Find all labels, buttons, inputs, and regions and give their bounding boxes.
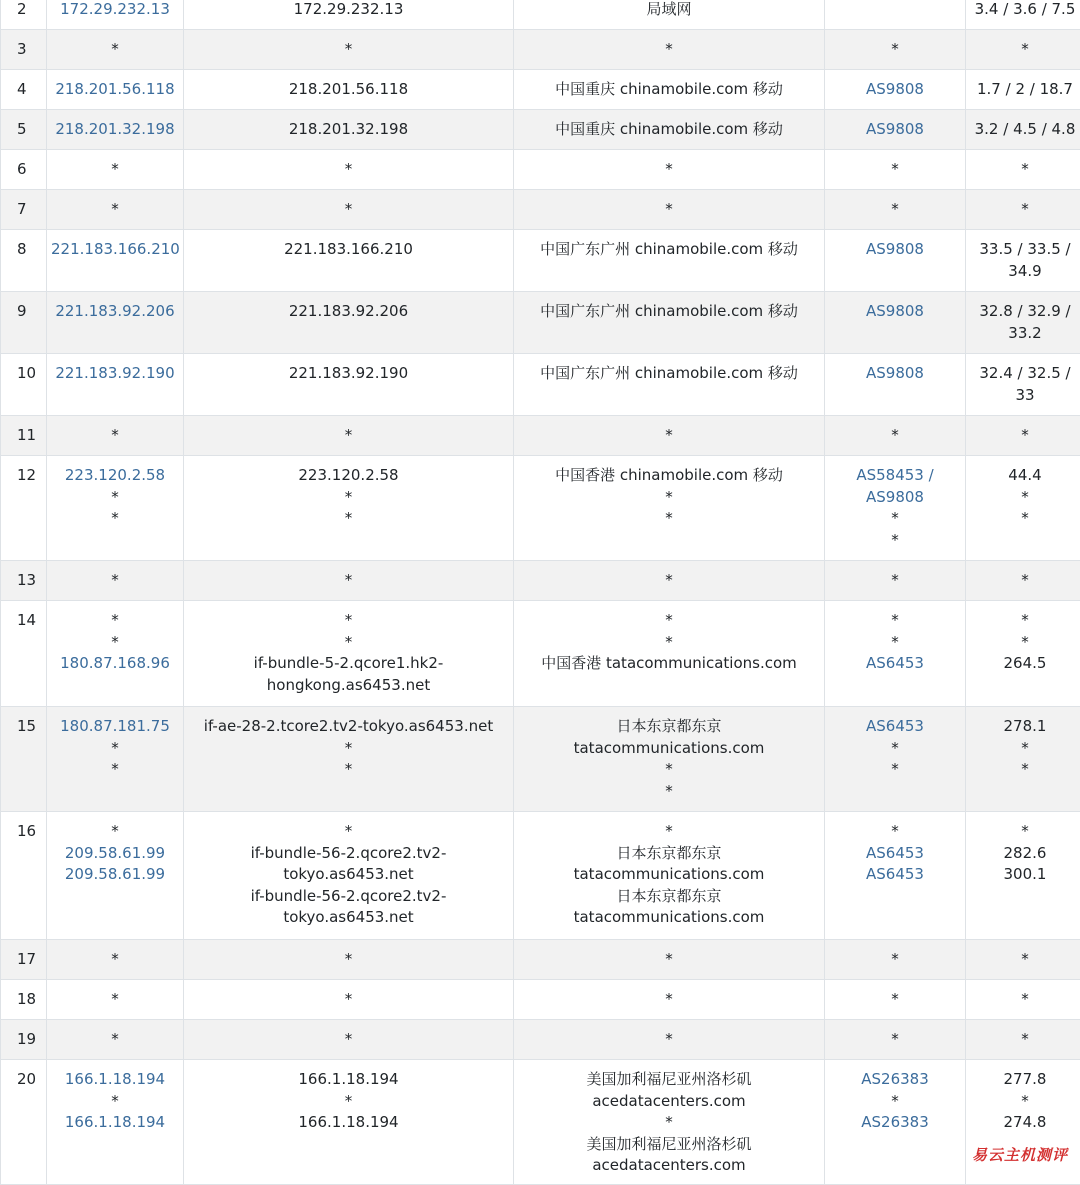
location-cell xyxy=(514,1020,825,1060)
hop-number: 3 xyxy=(1,30,47,70)
latency-cell xyxy=(966,561,1080,601)
hostname-cell xyxy=(184,30,514,70)
hostname-line: * xyxy=(188,821,509,843)
hop-number: 8 xyxy=(1,230,47,292)
hostname-line: * xyxy=(188,425,509,447)
ip-address[interactable]: 180.87.181.75 xyxy=(51,716,179,738)
hostname-line: 166.1.18.194 xyxy=(188,1069,509,1091)
asn-cell xyxy=(825,416,966,456)
latency-cell xyxy=(966,354,1080,416)
hostname-line: * xyxy=(188,738,509,760)
hostname-cell xyxy=(184,230,514,292)
asn-cell xyxy=(825,1060,966,1185)
hop-number: 6 xyxy=(1,150,47,190)
hop-number: 12 xyxy=(1,456,47,561)
asn-line: * xyxy=(829,508,961,530)
latency-cell xyxy=(966,230,1080,292)
table-row xyxy=(1,30,1080,70)
latency-line: * xyxy=(970,821,1080,843)
asn-cell xyxy=(825,940,966,980)
hostname-cell xyxy=(184,70,514,110)
asn-line[interactable]: AS9808 xyxy=(829,79,961,101)
ip-address: * xyxy=(51,570,179,592)
ip-address: * xyxy=(51,821,179,843)
latency-line: 1.7 / 2 / 18.7 xyxy=(970,79,1080,101)
latency-line: * xyxy=(970,759,1080,781)
ip-cell xyxy=(47,190,184,230)
table-row xyxy=(1,110,1080,150)
ip-address[interactable]: 221.183.166.210 xyxy=(51,239,179,261)
asn-line: * xyxy=(829,570,961,592)
ip-address: * xyxy=(51,487,179,509)
hostname-line: 221.183.166.210 xyxy=(188,239,509,261)
latency-line: * xyxy=(970,1029,1080,1051)
asn-cell xyxy=(825,601,966,707)
location-line: * xyxy=(518,610,820,632)
location-line: 中国广东广州 chinamobile.com 移动 xyxy=(518,239,820,261)
location-line: * xyxy=(518,487,820,509)
asn-cell xyxy=(825,980,966,1020)
latency-cell xyxy=(966,707,1080,812)
asn-cell xyxy=(825,150,966,190)
hostname-line: 172.29.232.13 xyxy=(188,0,509,21)
ip-address[interactable]: 180.87.168.96 xyxy=(51,653,179,675)
latency-line: 264.5 xyxy=(970,653,1080,675)
location-line: * xyxy=(518,425,820,447)
latency-line: * xyxy=(970,738,1080,760)
hostname-line: * xyxy=(188,949,509,971)
asn-line[interactable]: AS26383 xyxy=(829,1112,961,1134)
location-cell xyxy=(514,980,825,1020)
latency-cell xyxy=(966,0,1080,30)
asn-line: * xyxy=(829,821,961,843)
ip-address: * xyxy=(51,508,179,530)
location-line: * xyxy=(518,199,820,221)
hostname-line: * xyxy=(188,199,509,221)
hostname-line: if-bundle-56-2.qcore2.tv2- xyxy=(188,886,509,908)
ip-address[interactable]: 166.1.18.194 xyxy=(51,1069,179,1091)
table-row xyxy=(1,707,1080,812)
hostname-cell xyxy=(184,707,514,812)
location-cell xyxy=(514,190,825,230)
hostname-line: hongkong.as6453.net xyxy=(188,675,509,697)
hostname-line: * xyxy=(188,610,509,632)
hop-number: 17 xyxy=(1,940,47,980)
location-line: 日本东京都东京 xyxy=(518,716,820,738)
hostname-cell xyxy=(184,0,514,30)
location-cell xyxy=(514,354,825,416)
table-row xyxy=(1,230,1080,292)
latency-cell xyxy=(966,292,1080,354)
location-line: * xyxy=(518,570,820,592)
ip-address: * xyxy=(51,425,179,447)
ip-address[interactable]: 221.183.92.206 xyxy=(51,301,179,323)
asn-line[interactable]: AS9808 xyxy=(829,119,961,141)
latency-cell xyxy=(966,150,1080,190)
location-cell xyxy=(514,0,825,30)
location-line: * xyxy=(518,949,820,971)
location-line: acedatacenters.com xyxy=(518,1091,820,1113)
latency-line: 274.8 xyxy=(970,1112,1080,1134)
location-line: tatacommunications.com xyxy=(518,738,820,760)
latency-line: 300.1 xyxy=(970,864,1080,886)
asn-line: * xyxy=(829,1091,961,1113)
hostname-line: if-bundle-56-2.qcore2.tv2- xyxy=(188,843,509,865)
hostname-line: * xyxy=(188,487,509,509)
table-row xyxy=(1,70,1080,110)
hostname-line: 218.201.32.198 xyxy=(188,119,509,141)
asn-line[interactable]: AS6453 xyxy=(829,716,961,738)
asn-cell xyxy=(825,230,966,292)
table-row xyxy=(1,601,1080,707)
table-row xyxy=(1,190,1080,230)
ip-address: * xyxy=(51,949,179,971)
asn-cell xyxy=(825,707,966,812)
location-line: 中国香港 tatacommunications.com xyxy=(518,653,820,675)
hostname-line: if-ae-28-2.tcore2.tv2-tokyo.as6453.net xyxy=(188,716,509,738)
asn-cell xyxy=(825,0,966,30)
hostname-line: * xyxy=(188,39,509,61)
latency-cell xyxy=(966,190,1080,230)
asn-line[interactable]: AS9808 xyxy=(829,487,961,509)
location-line: 美国加利福尼亚州洛杉矶 xyxy=(518,1069,820,1091)
location-line: 中国重庆 chinamobile.com 移动 xyxy=(518,79,820,101)
latency-cell xyxy=(966,980,1080,1020)
location-cell xyxy=(514,707,825,812)
asn-line[interactable]: AS58453 / xyxy=(829,465,961,487)
ip-address: * xyxy=(51,989,179,1011)
asn-line: * xyxy=(829,159,961,181)
latency-line: * xyxy=(970,425,1080,447)
table-row xyxy=(1,980,1080,1020)
location-line: * xyxy=(518,39,820,61)
ip-cell xyxy=(47,230,184,292)
asn-cell xyxy=(825,70,966,110)
location-cell xyxy=(514,812,825,940)
ip-cell xyxy=(47,980,184,1020)
ip-address[interactable]: 223.120.2.58 xyxy=(51,465,179,487)
table-row xyxy=(1,416,1080,456)
hop-number: 14 xyxy=(1,601,47,707)
location-line: * xyxy=(518,632,820,654)
latency-cell xyxy=(966,70,1080,110)
latency-line: * xyxy=(970,1091,1080,1113)
asn-line: * xyxy=(829,610,961,632)
asn-line: * xyxy=(829,738,961,760)
ip-cell xyxy=(47,110,184,150)
location-line: * xyxy=(518,1029,820,1051)
ip-cell xyxy=(47,354,184,416)
asn-cell xyxy=(825,1020,966,1060)
ip-cell xyxy=(47,812,184,940)
hostname-cell xyxy=(184,354,514,416)
latency-line: * xyxy=(970,159,1080,181)
ip-address[interactable]: 218.201.32.198 xyxy=(51,119,179,141)
hostname-line: * xyxy=(188,632,509,654)
table-row xyxy=(1,1020,1080,1060)
table-row xyxy=(1,561,1080,601)
hop-number: 19 xyxy=(1,1020,47,1060)
location-line: * xyxy=(518,1112,820,1134)
asn-cell xyxy=(825,354,966,416)
ip-cell xyxy=(47,0,184,30)
hop-number: 15 xyxy=(1,707,47,812)
latency-cell xyxy=(966,601,1080,707)
table-row xyxy=(1,292,1080,354)
ip-address: * xyxy=(51,632,179,654)
location-line: 日本东京都东京 xyxy=(518,843,820,865)
latency-line: 44.4 xyxy=(970,465,1080,487)
latency-cell xyxy=(966,456,1080,561)
ip-address: * xyxy=(51,1029,179,1051)
latency-cell xyxy=(966,1060,1080,1185)
hostname-cell xyxy=(184,292,514,354)
latency-line: * xyxy=(970,199,1080,221)
asn-line: * xyxy=(829,1029,961,1051)
hop-number: 20 xyxy=(1,1060,47,1185)
location-line: 日本东京都东京 xyxy=(518,886,820,908)
hostname-cell xyxy=(184,110,514,150)
latency-line: 278.1 xyxy=(970,716,1080,738)
hostname-cell xyxy=(184,1020,514,1060)
location-line: 中国重庆 chinamobile.com 移动 xyxy=(518,119,820,141)
latency-line: 282.6 xyxy=(970,843,1080,865)
ip-cell xyxy=(47,601,184,707)
latency-cell xyxy=(966,416,1080,456)
ip-address: * xyxy=(51,39,179,61)
hostname-cell xyxy=(184,601,514,707)
ip-address[interactable]: 218.201.56.118 xyxy=(51,79,179,101)
location-line: * xyxy=(518,159,820,181)
latency-cell xyxy=(966,940,1080,980)
location-line: 局域网 xyxy=(518,0,820,21)
hostname-line: if-bundle-5-2.qcore1.hk2- xyxy=(188,653,509,675)
latency-cell xyxy=(966,1020,1080,1060)
location-cell xyxy=(514,110,825,150)
ip-address: * xyxy=(51,610,179,632)
asn-line: * xyxy=(829,199,961,221)
latency-line: 34.9 xyxy=(970,261,1080,283)
hop-number: 16 xyxy=(1,812,47,940)
asn-line: * xyxy=(829,39,961,61)
asn-cell xyxy=(825,812,966,940)
watermark-logo: 易云主机测评 xyxy=(972,1144,1068,1165)
hop-number: 11 xyxy=(1,416,47,456)
hostname-line: * xyxy=(188,989,509,1011)
ip-cell xyxy=(47,940,184,980)
hostname-cell xyxy=(184,416,514,456)
ip-cell xyxy=(47,292,184,354)
hostname-line: * xyxy=(188,159,509,181)
location-cell xyxy=(514,150,825,190)
location-line: acedatacenters.com xyxy=(518,1155,820,1177)
asn-line: * xyxy=(829,425,961,447)
latency-line: * xyxy=(970,39,1080,61)
ip-cell xyxy=(47,561,184,601)
hostname-cell xyxy=(184,150,514,190)
hostname-line: * xyxy=(188,759,509,781)
ip-address: * xyxy=(51,1091,179,1113)
asn-line: * xyxy=(829,949,961,971)
latency-line: * xyxy=(970,989,1080,1011)
ip-cell xyxy=(47,456,184,561)
table-row xyxy=(1,812,1080,940)
hostname-line: 223.120.2.58 xyxy=(188,465,509,487)
location-line: 美国加利福尼亚州洛杉矶 xyxy=(518,1134,820,1156)
ip-address: * xyxy=(51,199,179,221)
asn-line[interactable]: AS26383 xyxy=(829,1069,961,1091)
location-line: * xyxy=(518,821,820,843)
location-line: 中国香港 chinamobile.com 移动 xyxy=(518,465,820,487)
ip-cell xyxy=(47,30,184,70)
hostname-line: tokyo.as6453.net xyxy=(188,864,509,886)
hostname-cell xyxy=(184,561,514,601)
location-line: tatacommunications.com xyxy=(518,907,820,929)
asn-line[interactable]: AS9808 xyxy=(829,239,961,261)
hostname-cell xyxy=(184,1060,514,1185)
ip-cell xyxy=(47,707,184,812)
location-line: 中国广东广州 chinamobile.com 移动 xyxy=(518,301,820,323)
location-line: tatacommunications.com xyxy=(518,864,820,886)
ip-address: * xyxy=(51,159,179,181)
table-row xyxy=(1,150,1080,190)
asn-line[interactable]: AS9808 xyxy=(829,363,961,385)
hostname-line: * xyxy=(188,1091,509,1113)
hop-number: 9 xyxy=(1,292,47,354)
location-cell xyxy=(514,940,825,980)
asn-line: * xyxy=(829,530,961,552)
hostname-line: 221.183.92.190 xyxy=(188,363,509,385)
asn-cell xyxy=(825,292,966,354)
hop-number: 13 xyxy=(1,561,47,601)
table-row xyxy=(1,1060,1080,1185)
location-cell xyxy=(514,416,825,456)
location-cell xyxy=(514,292,825,354)
ip-cell xyxy=(47,70,184,110)
latency-cell xyxy=(966,30,1080,70)
ip-address: * xyxy=(51,759,179,781)
ip-address[interactable]: 172.29.232.13 xyxy=(51,0,179,21)
hostname-line: * xyxy=(188,508,509,530)
traceroute-table-body xyxy=(1,0,1080,1185)
latency-line: 32.4 / 32.5 / xyxy=(970,363,1080,385)
latency-line: * xyxy=(970,487,1080,509)
hostname-line: * xyxy=(188,570,509,592)
hostname-line: tokyo.as6453.net xyxy=(188,907,509,929)
latency-cell xyxy=(966,110,1080,150)
latency-line: * xyxy=(970,570,1080,592)
latency-line: * xyxy=(970,949,1080,971)
hop-number: 7 xyxy=(1,190,47,230)
hostname-cell xyxy=(184,190,514,230)
latency-line: 33.5 / 33.5 / xyxy=(970,239,1080,261)
latency-line: 33 xyxy=(970,385,1080,407)
table-row xyxy=(1,354,1080,416)
table-row xyxy=(1,456,1080,561)
asn-cell xyxy=(825,456,966,561)
hostname-cell xyxy=(184,980,514,1020)
hostname-line: 218.201.56.118 xyxy=(188,79,509,101)
ip-address[interactable]: 221.183.92.190 xyxy=(51,363,179,385)
latency-line: * xyxy=(970,632,1080,654)
latency-line: * xyxy=(970,610,1080,632)
asn-line[interactable]: AS6453 xyxy=(829,653,961,675)
hostname-line: 166.1.18.194 xyxy=(188,1112,509,1134)
ip-cell xyxy=(47,150,184,190)
ip-address[interactable]: 209.58.61.99 xyxy=(51,864,179,886)
latency-line: 3.4 / 3.6 / 7.5 xyxy=(970,0,1080,21)
latency-line: 32.8 / 32.9 / xyxy=(970,301,1080,323)
location-cell xyxy=(514,70,825,110)
hop-number: 5 xyxy=(1,110,47,150)
hostname-cell xyxy=(184,940,514,980)
ip-cell xyxy=(47,416,184,456)
location-cell xyxy=(514,30,825,70)
table-row xyxy=(1,0,1080,30)
location-cell xyxy=(514,601,825,707)
hostname-cell xyxy=(184,812,514,940)
asn-line: * xyxy=(829,759,961,781)
asn-line: * xyxy=(829,989,961,1011)
hop-number: 10 xyxy=(1,354,47,416)
hop-number: 4 xyxy=(1,70,47,110)
location-line: * xyxy=(518,989,820,1011)
latency-line: * xyxy=(970,508,1080,530)
ip-address[interactable]: 209.58.61.99 xyxy=(51,843,179,865)
location-line: * xyxy=(518,781,820,803)
asn-line: * xyxy=(829,632,961,654)
hostname-line: 221.183.92.206 xyxy=(188,301,509,323)
asn-cell xyxy=(825,30,966,70)
location-cell xyxy=(514,561,825,601)
hostname-cell xyxy=(184,456,514,561)
hop-number: 18 xyxy=(1,980,47,1020)
ip-cell xyxy=(47,1060,184,1185)
asn-line[interactable]: AS6453 xyxy=(829,843,961,865)
asn-line[interactable]: AS6453 xyxy=(829,864,961,886)
asn-cell xyxy=(825,190,966,230)
hop-number: 2 xyxy=(1,0,47,30)
latency-line: 3.2 / 4.5 / 4.8 xyxy=(970,119,1080,141)
asn-cell xyxy=(825,561,966,601)
latency-line: 277.8 xyxy=(970,1069,1080,1091)
asn-cell xyxy=(825,110,966,150)
ip-address[interactable]: 166.1.18.194 xyxy=(51,1112,179,1134)
location-cell xyxy=(514,1060,825,1185)
location-line: * xyxy=(518,759,820,781)
location-cell xyxy=(514,230,825,292)
ip-address: * xyxy=(51,738,179,760)
table-row xyxy=(1,940,1080,980)
location-line: 中国广东广州 chinamobile.com 移动 xyxy=(518,363,820,385)
asn-line[interactable]: AS9808 xyxy=(829,301,961,323)
hostname-line: * xyxy=(188,1029,509,1051)
ip-cell xyxy=(47,1020,184,1060)
latency-line: 33.2 xyxy=(970,323,1080,345)
latency-cell xyxy=(966,812,1080,940)
location-line: * xyxy=(518,508,820,530)
location-cell xyxy=(514,456,825,561)
